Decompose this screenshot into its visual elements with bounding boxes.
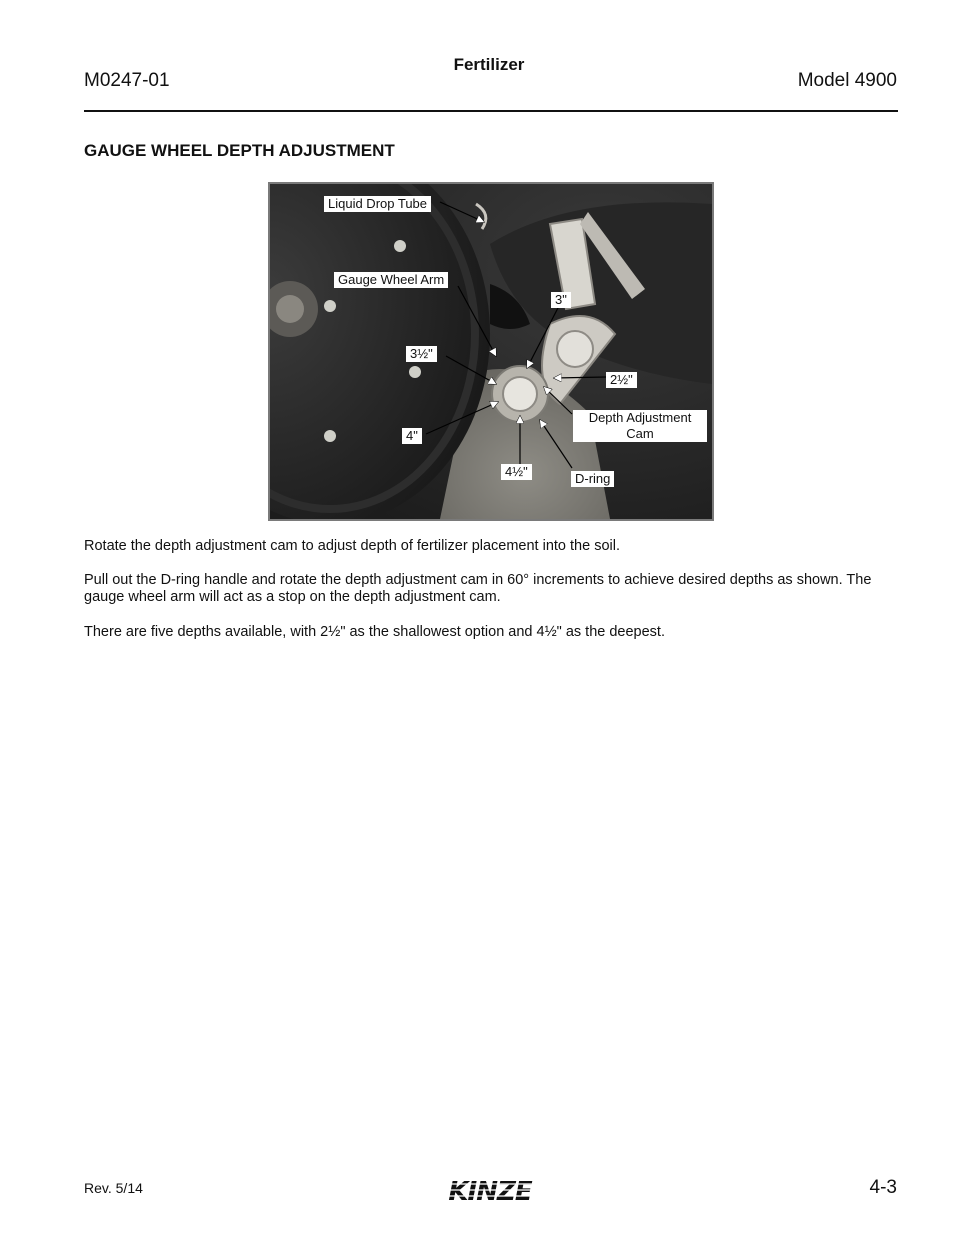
callout-gauge-wheel-arm: Gauge Wheel Arm [334,272,448,288]
callout-liquid-drop-tube: Liquid Drop Tube [324,196,431,212]
callout-depth-4: 4" [402,428,422,444]
section-name: Fertilizer [453,55,525,74]
gauge-wheel-photo [268,182,714,521]
photo-illustration [270,184,712,519]
page-number: 4-3 [869,1177,897,1198]
callout-depth-4-5: 4½" [501,464,532,480]
document-number: M0247-01 [84,70,170,91]
model-name: Model 4900 [797,70,897,91]
section-title: GAUGE WHEEL DEPTH ADJUSTMENT [84,141,395,160]
callout-depth-adjustment-cam: Depth Adjustment Cam [573,410,707,442]
body-paragraph-3: There are five depths available, with 2½" as the shallowest option and 4½" as the deepest. [84,624,665,640]
body-paragraph-2: Pull out the D-ring handle and rotate the depth adjustment cam in 60° increments to achieve desired depths as shown. The gauge wheel arm will act as a stop on the depth adjustment cam. [84,572,872,605]
body-paragraph-1: Rotate the depth adjustment cam to adjust depth of fertilizer placement into the soil. [84,538,620,554]
callout-depth-3-5: 3½" [406,346,437,362]
kinze-logo [430,1176,550,1206]
logo-text: KINZE [448,1177,532,1206]
kinze-logo-mark [430,1176,550,1206]
header-rule [84,110,898,112]
revision-date: Rev. 5/14 [84,1180,143,1196]
callout-depth-3: 3" [551,292,571,308]
callout-d-ring: D-ring [571,471,614,487]
callout-depth-2-5: 2½" [606,372,637,388]
